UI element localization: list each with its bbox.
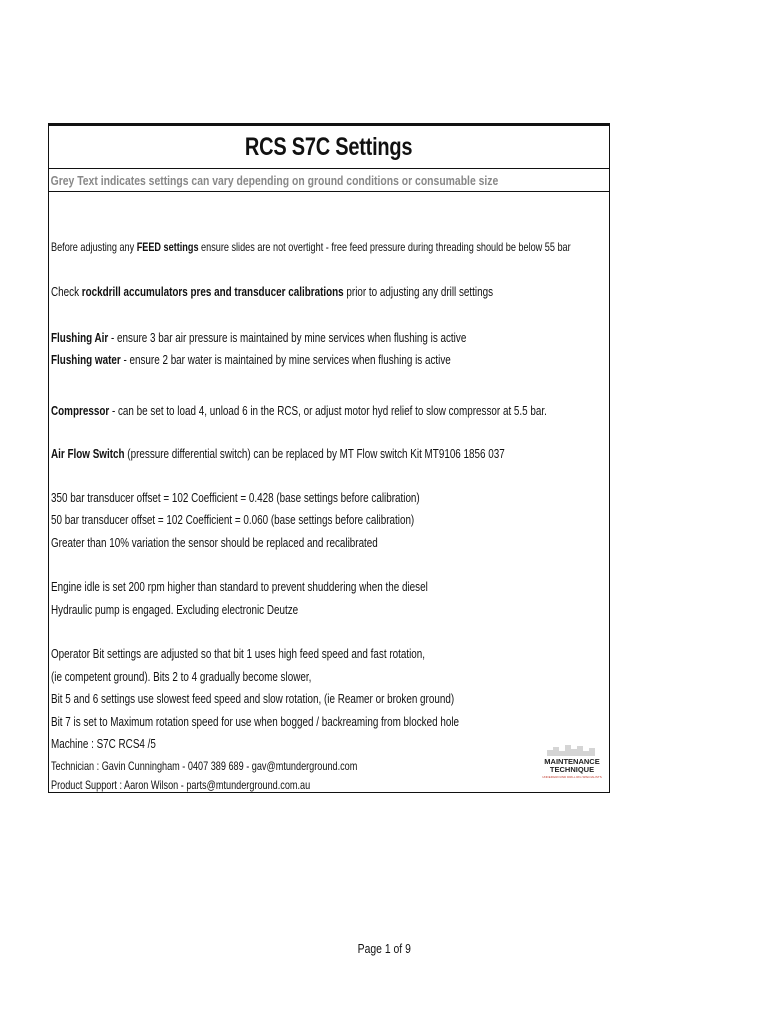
flushing-air-note: Flushing Air - ensure 3 bar air pressure is maintained by mine services when flushing is active (51, 330, 467, 345)
operator-note-line-1: Operator Bit settings are adjusted so that bit 1 uses high feed speed and fast rotation, (51, 646, 426, 661)
transducer-50-note: 50 bar transducer offset = 102 Coefficient = 0.060 (base settings before calibration) (51, 512, 415, 527)
machine-info: Machine : S7C RCS4 /5 (51, 736, 156, 751)
engine-note-line-2: Hydraulic pump is engaged. Excluding electronic Deutze (51, 602, 299, 617)
logo-tagline: UNDERGROUND DRILL RIG SPECIALISTS (542, 775, 602, 779)
air-flow-note: Air Flow Switch (pressure differential switch) can be replaced by MT Flow switch Kit MT9106 1856 037 (51, 446, 505, 461)
logo-line-1: MAINTENANCE (544, 757, 600, 766)
maintenance-technique-logo (541, 742, 603, 782)
check-note: Check rockdrill accumulators pres and transducer calibrations prior to adjusting any drill settings (51, 284, 494, 299)
technician-info: Technician : Gavin Cunningham - 0407 389 689 - gav@mtunderground.com (51, 759, 358, 773)
operator-note-line-4: Bit 7 is set to Maximum rotation speed for use when bogged / backreaming from blocked hole (51, 714, 460, 729)
compressor-note: Compressor - can be set to load 4, unload 6 in the RCS, or adjust motor hyd relief to slow compressor at 5.5 bar. (51, 403, 547, 418)
settings-sheet (48, 123, 610, 793)
flushing-water-note: Flushing water - ensure 2 bar water is maintained by mine services when flushing is active (51, 352, 451, 367)
feed-note: Before adjusting any FEED settings ensure slides are not overtight - free feed pressure during threading should be below 55 bar (51, 240, 571, 254)
page-title: RCS S7C Settings (245, 132, 413, 161)
title-row (49, 126, 609, 169)
logo-line-2: TECHNIQUE (549, 765, 595, 774)
grey-text-note: Grey Text indicates settings can vary depending on ground conditions or consumable size (50, 172, 499, 188)
operator-note-line-2: (ie competent ground). Bits 2 to 4 gradually become slower, (51, 669, 312, 684)
page-number: Page 1 of 9 (357, 941, 411, 956)
transducer-350-note: 350 bar transducer offset = 102 Coefficient = 0.428 (base settings before calibration) (51, 490, 420, 505)
subtitle-row (49, 169, 609, 192)
operator-note-line-3: Bit 5 and 6 settings use slowest feed speed and slow rotation, (ie Reamer or broken ground) (51, 691, 455, 706)
transducer-variation-note: Greater than 10% variation the sensor should be replaced and recalibrated (51, 535, 378, 550)
engine-note-line-1: Engine idle is set 200 rpm higher than standard to prevent shuddering when the diesel (51, 579, 428, 594)
product-support-info: Product Support : Aaron Wilson - parts@mtunderground.com.au (51, 778, 311, 792)
logo-skyline-graphic (547, 745, 595, 756)
